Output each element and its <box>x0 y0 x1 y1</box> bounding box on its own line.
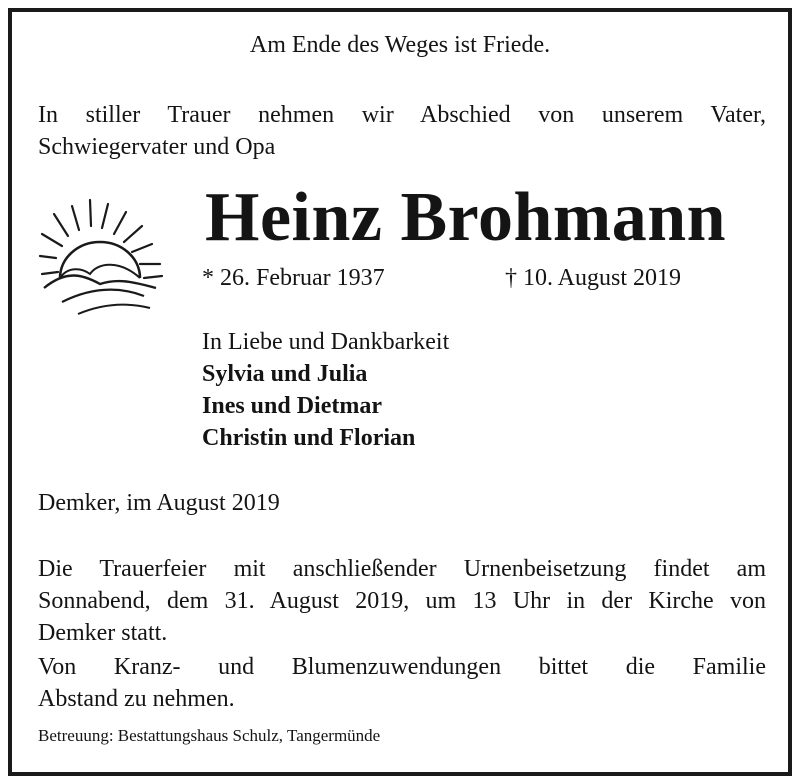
death-date: † 10. August 2019 <box>505 265 682 291</box>
funeral-home-credit: Betreuung: Bestattungshaus Schulz, Tangermünde <box>38 726 381 745</box>
deceased-name: Heinz Brohmann <box>205 179 727 256</box>
mourner-names-2: Ines und Dietmar <box>202 393 383 419</box>
sunset-over-hills-icon <box>34 192 164 320</box>
flowers-line-1: Von Kranz- und Blumenzuwendungen bittet die Familie <box>38 654 766 680</box>
intro-line-1: In stiller Trauer nehmen wir Abschied von unserem Vater, <box>38 102 766 128</box>
ceremony-line-2: Sonnabend, dem 31. August 2019, um 13 Uhr in der Kirche von <box>38 588 766 614</box>
motto: Am Ende des Weges ist Friede. <box>249 32 551 58</box>
mourner-names-1: Sylvia und Julia <box>202 361 368 387</box>
obituary-notice <box>8 8 792 776</box>
ceremony-line-3: Demker statt. <box>38 620 168 646</box>
flowers-line-2: Abstand zu nehmen. <box>38 686 235 712</box>
intro-line-2: Schwiegervater und Opa <box>38 134 276 160</box>
mourner-names-3: Christin und Florian <box>202 425 416 451</box>
ceremony-line-1: Die Trauerfeier mit anschließender Urnenbeisetzung findet am <box>38 556 766 582</box>
mourners-intro: In Liebe und Dankbarkeit <box>202 329 450 355</box>
birth-date: * 26. Februar 1937 <box>202 265 385 291</box>
place-date: Demker, im August 2019 <box>38 490 280 516</box>
